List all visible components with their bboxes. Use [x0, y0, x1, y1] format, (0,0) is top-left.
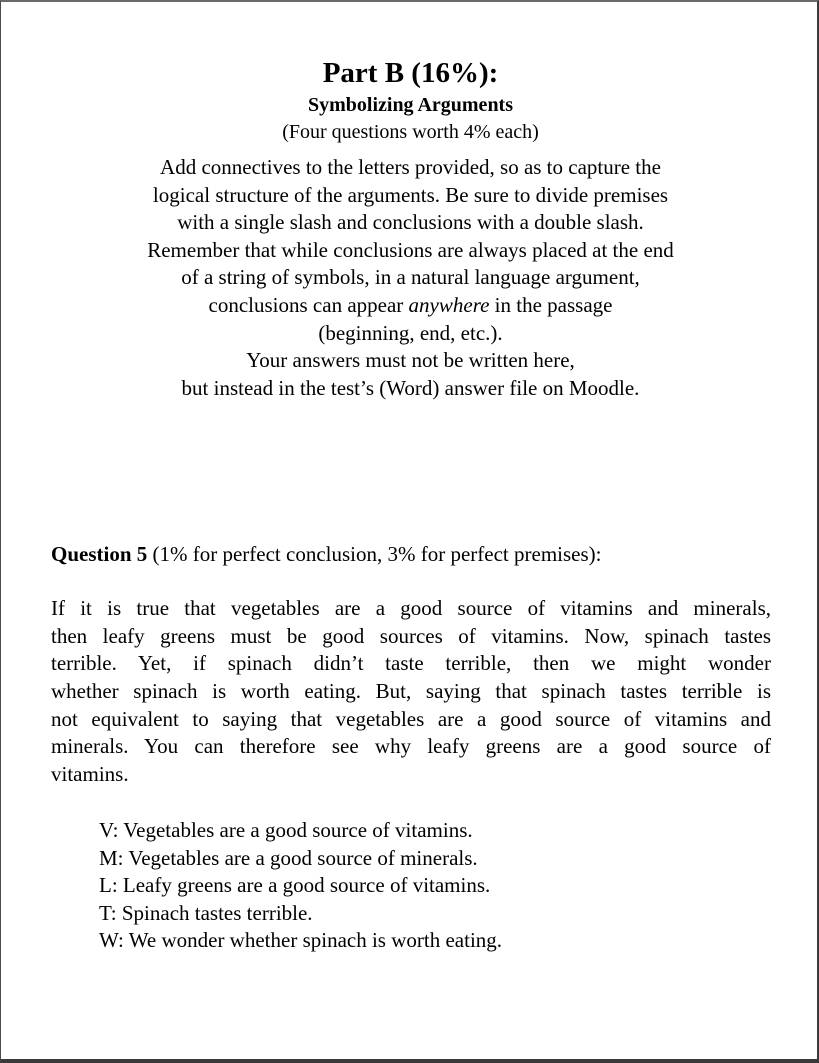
question-label: Question 5 — [51, 542, 148, 566]
question-passage — [51, 595, 771, 789]
key-item: W: We wonder whether spinach is worth eating. — [99, 928, 503, 953]
question-scoring: (1% for perfect conclusion, 3% for perfect premises): — [147, 542, 602, 566]
passage-line: whether spinach is worth eating. But, saying that spinach tastes terrible is — [51, 679, 771, 704]
passage-line: terrible. Yet, if spinach didn’t taste terrible, then we might wonder — [51, 651, 771, 676]
passage-line: not equivalent to saying that vegetables are a good source of vitamins and — [51, 706, 771, 731]
instructions-line — [1, 292, 819, 320]
instructions-line: (beginning, end, etc.). — [318, 320, 503, 345]
passage-line: then leafy greens must be good sources of vitamins. Now, spinach tastes — [51, 623, 771, 648]
passage-line: minerals. You can therefore see why leafy greens are a good source of — [51, 734, 771, 759]
section-worth: (Four questions worth 4% each) — [282, 121, 539, 143]
symbol-key — [99, 817, 502, 955]
instructions-line: logical structure of the arguments. Be sure to divide premises — [152, 182, 669, 207]
key-item: T: Spinach tastes terrible. — [99, 900, 313, 925]
instructions-line: but instead in the test’s (Word) answer file on Moodle. — [181, 375, 640, 400]
key-item: M: Vegetables are a good source of minerals. — [99, 845, 478, 870]
instructions-text: conclusions can appear — [208, 292, 409, 317]
passage-line: vitamins. — [51, 762, 129, 787]
question-heading — [51, 540, 602, 568]
key-item: L: Leafy greens are a good source of vitamins. — [99, 873, 491, 898]
page-title: Part B (16%): — [322, 57, 499, 89]
passage-line: If it is true that vegetables are a good source of vitamins and minerals, — [51, 596, 771, 620]
key-item: V: Vegetables are a good source of vitamins. — [99, 818, 473, 842]
instructions-line: Your answers must not be written here, — [246, 348, 575, 373]
instructions-text: in the passage — [489, 292, 613, 317]
instructions-line: with a single slash and conclusions with a double slash. — [177, 210, 644, 235]
instructions-line: of a string of symbols, in a natural language argument, — [181, 265, 640, 290]
instructions — [1, 154, 819, 402]
instructions-line: Remember that while conclusions are always placed at the end — [147, 237, 674, 262]
instructions-emphasis: anywhere — [408, 292, 490, 317]
instructions-line: Add connectives to the letters provided, so as to capture the — [160, 155, 661, 179]
section-subtitle: Symbolizing Arguments — [307, 94, 514, 116]
